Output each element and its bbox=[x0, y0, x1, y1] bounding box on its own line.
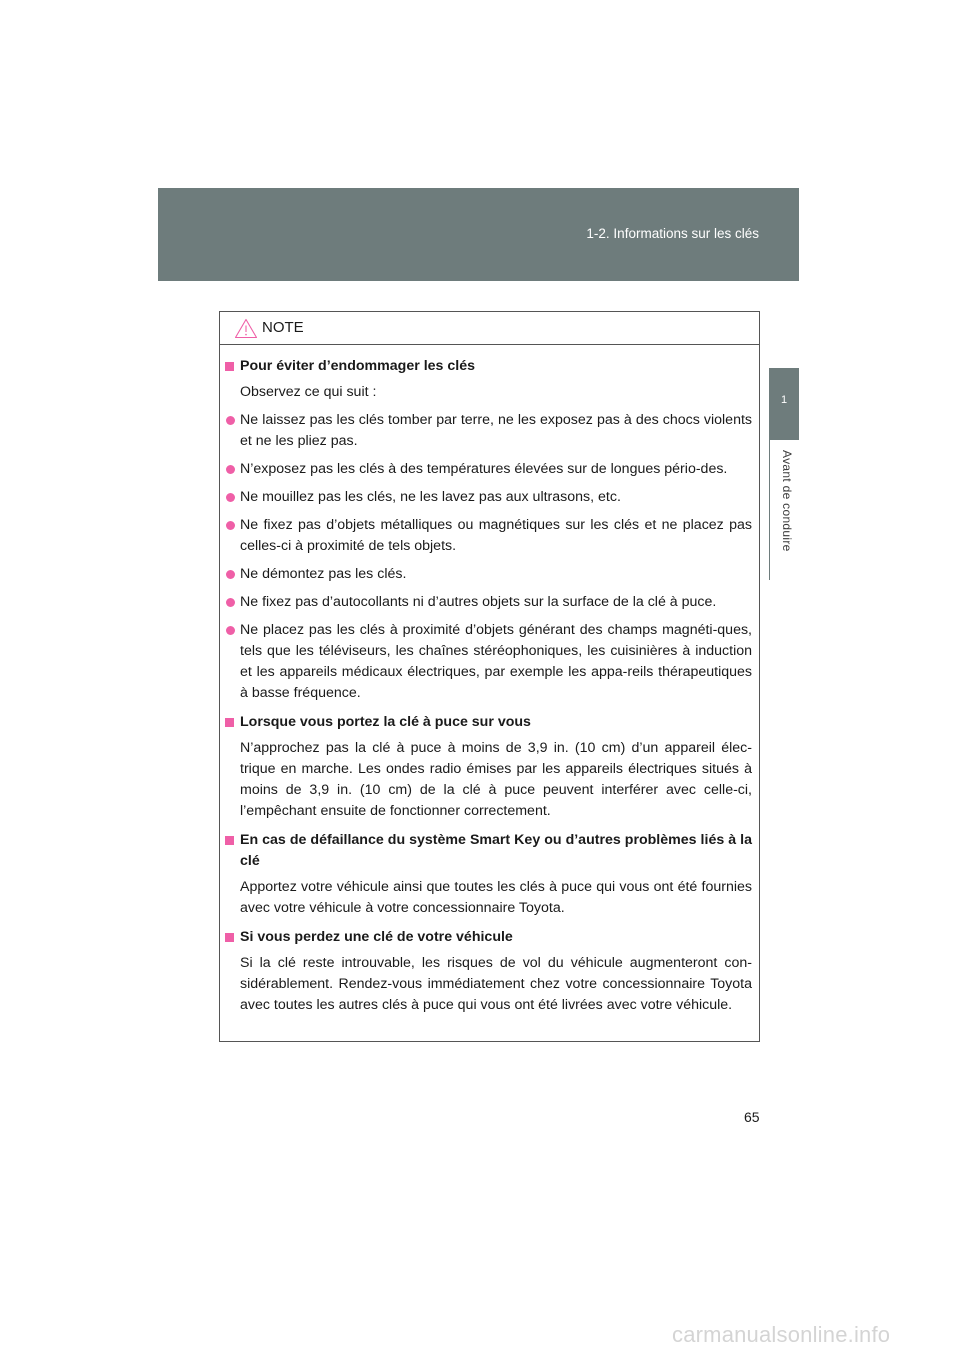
square-bullet-icon bbox=[225, 836, 234, 845]
bullet-item bbox=[225, 459, 752, 480]
note-section-heading bbox=[225, 712, 752, 733]
warning-triangle-icon bbox=[234, 318, 258, 339]
bullet-text: Ne démontez pas les clés. bbox=[240, 566, 407, 582]
note-body bbox=[220, 345, 759, 1016]
square-bullet-icon bbox=[225, 933, 234, 942]
note-header bbox=[220, 312, 759, 345]
chapter-label: Avant de conduire bbox=[780, 450, 794, 552]
bullet-item bbox=[225, 410, 752, 452]
section-heading-text: Pour éviter d’endommager les clés bbox=[240, 358, 475, 374]
chapter-tab bbox=[769, 368, 799, 440]
square-bullet-icon bbox=[225, 718, 234, 727]
bullet-text: Ne mouillez pas les clés, ne les lavez pas aux ultrasons, etc. bbox=[240, 489, 621, 505]
circle-bullet-icon bbox=[226, 598, 235, 607]
chapter-number: 1 bbox=[780, 394, 788, 406]
page-number: 65 bbox=[744, 1109, 760, 1125]
bullet-item bbox=[225, 564, 752, 585]
section-heading-text: Lorsque vous portez la clé à puce sur vous bbox=[240, 714, 531, 730]
note-section-heading bbox=[225, 927, 752, 948]
bullet-item bbox=[225, 592, 752, 613]
section-heading-text: En cas de défaillance du système Smart Key ou d’autres problèmes liés à la clé bbox=[240, 832, 752, 869]
circle-bullet-icon bbox=[226, 493, 235, 502]
section-title: 1-2. Informations sur les clés bbox=[586, 226, 759, 241]
circle-bullet-icon bbox=[226, 570, 235, 579]
watermark: carmanualsonline.info bbox=[672, 1322, 891, 1347]
circle-bullet-icon bbox=[226, 626, 235, 635]
section-paragraph: N’approchez pas la clé à puce à moins de 3,9 in. (10 cm) d’un appareil élec-trique en marche. Les ondes radio émises par les appareils électriques situés à moins de 3,9 in. (10 cm) de la clé à puce peuvent interférer avec celle-ci, l’empêchant ensuite de fonctionner correctement. bbox=[240, 740, 752, 819]
section-heading-text: Si vous perdez une clé de votre véhicule bbox=[240, 929, 513, 945]
section-paragraph: Si la clé reste introuvable, les risques de vol du véhicule augmenteront con-sidérablement. Rendez-vous immédiatement chez votre concessionnaire Toyota avec toutes les autres clés à puce qui vous ont été livrées avec votre véhicule. bbox=[240, 955, 752, 1013]
circle-bullet-icon bbox=[226, 416, 235, 425]
bullet-item bbox=[225, 515, 752, 557]
bullet-item bbox=[225, 487, 752, 508]
square-bullet-icon bbox=[225, 362, 234, 371]
circle-bullet-icon bbox=[226, 521, 235, 530]
section-paragraph: Apportez votre véhicule ainsi que toutes les clés à puce qui vous ont été fournies avec votre véhicule à votre concessionnaire Toyota. bbox=[240, 879, 752, 916]
section-paragraph: Observez ce qui suit : bbox=[240, 384, 377, 400]
header-band bbox=[158, 188, 799, 281]
bullet-text: Ne laissez pas les clés tomber par terre, ne les exposez pas à des chocs violents et ne les pliez pas. bbox=[240, 412, 752, 449]
bullet-text: N’exposez pas les clés à des températures élevées sur de longues pério-des. bbox=[240, 461, 728, 477]
note-section-heading bbox=[225, 356, 752, 377]
chapter-label-tab bbox=[769, 440, 799, 580]
note-box bbox=[219, 311, 760, 1042]
bullet-text: Ne fixez pas d’objets métalliques ou magnétiques sur les clés et ne placez pas celles-ci à proximité de tels objets. bbox=[240, 517, 752, 554]
bullet-item bbox=[225, 620, 752, 704]
circle-bullet-icon bbox=[226, 465, 235, 474]
bullet-text: Ne placez pas les clés à proximité d’objets générant des champs magnéti-ques, tels que les téléviseurs, les chaînes stéréophoniques, les cuisinières à induction et les appareils médicaux électriques, par exemple les appa-reils thérapeutiques à basse fréquence. bbox=[240, 622, 752, 701]
note-title: NOTE bbox=[262, 319, 304, 336]
bullet-text: Ne fixez pas d’autocollants ni d’autres objets sur la surface de la clé à puce. bbox=[240, 594, 717, 610]
note-section-heading bbox=[225, 830, 752, 872]
